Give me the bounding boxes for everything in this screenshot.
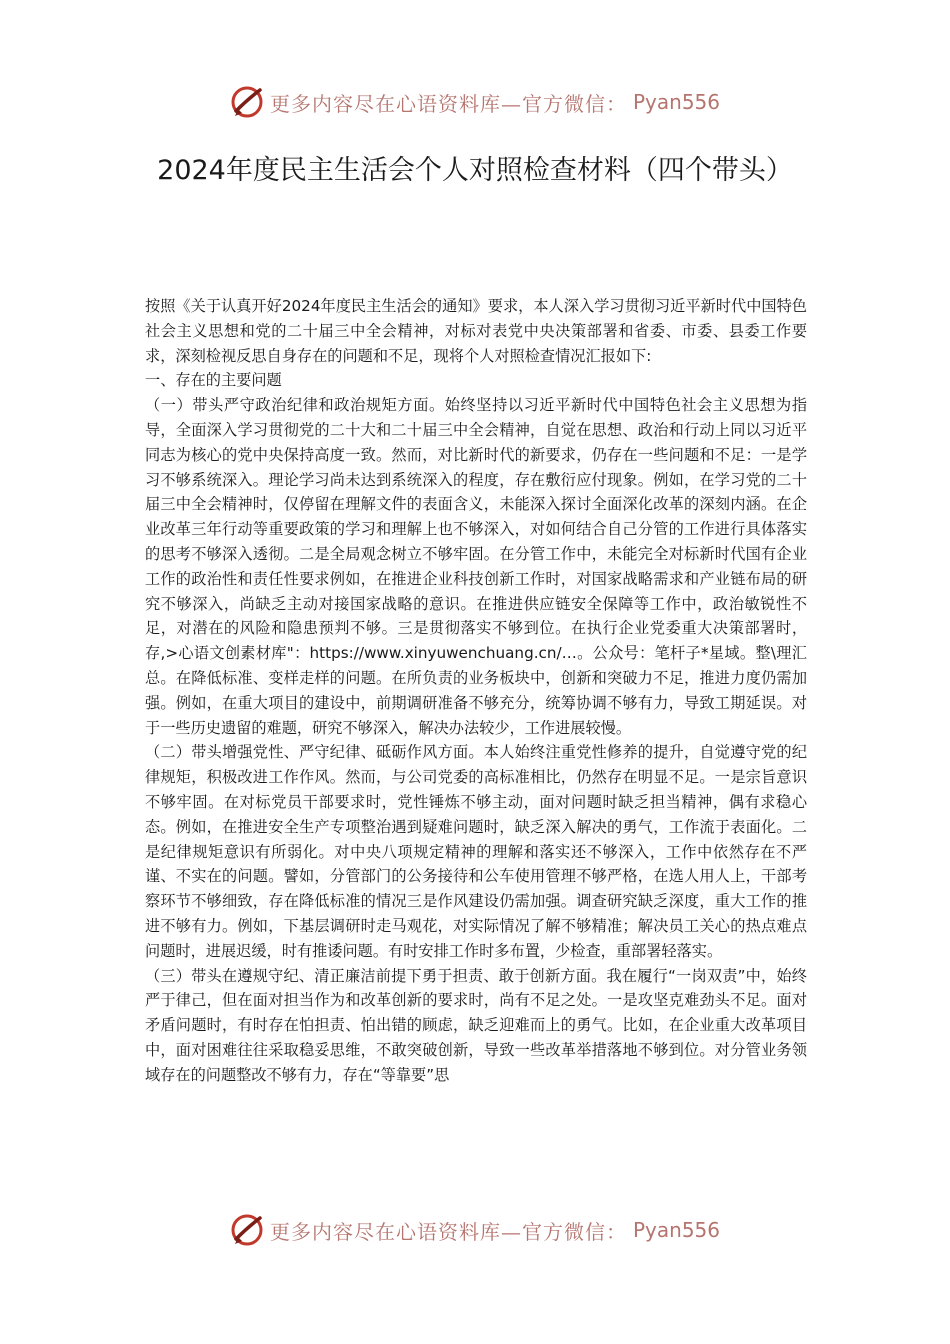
banner-text: 更多内容尽在心语资料库—官方微信： <box>269 91 627 116</box>
paragraph-item-1: （一）带头严守政治纪律和政治规矩方面。始终坚持以习近平新时代中国特色社会主义思想为指导，全面深入学习贯彻党的二十大和二十届三中全会精神，自觉在思想、政治和行动上同以习近平同志为核心的党中央保持高度一致。然而，对比新时代的新要求，仍存在一些问题和不足：一是学习不够系统深入。理论学习尚未达到系统深入的程度，存在敷衍应付现象。例如，在学习党的二十届三中全会精神时，仅停留在理解文件的表面含义，未能深入探讨全面深化改革的深刻内涵。在企业改革三年行动等重要政策的学习和理解上也不够深入，对如何结合自己分管的工作进行具体落实的思考不够深入透彻。二是全局观念树立不够牢固。在分管工作中，未能完全对标新时代国有企业工作的政治性和责任性要求例如，在推进企业科技创新工作时，对国家战略需求和产业链布局的研究不够深入，尚缺乏主动对接国家战略的意识。在推进供应链安全保障等工作中，政治敏锐性不足，对潜在的风险和隐患预判不够。三是贯彻落实不够到位。在执行企业党委重大决策部署时，存,>心语文创素材库"：https://www.xinyuwenchuang.cn/…。公众号：笔杆子*星域。整\理汇总。在降低标准、变样走样的问题。在所负责的业务板块中，创新和突破力不足，推进力度仍需加强。例如，在重大项目的建设中，前期调研准备不够充分，统筹协调不够有力，导致工期延误。对于一些历史遗留的难题，研究不够深入，解决办法较少，工作进展较慢。 <box>145 396 807 737</box>
banner-wechat-id: Pyan556 <box>632 90 720 114</box>
document-title: 2024年度民主生活会个人对照检查材料（四个带头） <box>157 155 793 186</box>
section-heading: 一、存在的主要问题 <box>145 371 282 390</box>
banner-text: 更多内容尽在心语资料库—官方微信： <box>269 1219 627 1244</box>
brush-logo-icon <box>230 1213 264 1247</box>
paragraph-item-3: （三）带头在遵规守纪、清正廉洁前提下勇于担责、敢于创新方面。我在履行“一岗双责”中，始终严于律己，但在面对担当作为和改革创新的要求时，尚有不足之处。一是攻坚克难劲头不足。面对矛盾问题时，有时存在怕担责、怕出错的顾虑，缺乏迎难而上的勇气。比如，在企业重大改革项目中，面对困难往往采取稳妥思维，不敢突破创新，导致一些改革举措落地不够到位。对分管业务领域存在的问题整改不够有力，存在“等靠要”思 <box>145 966 807 1084</box>
document-body <box>145 294 807 1088</box>
header-banner <box>0 82 950 122</box>
paragraph-item-2: （二）带头增强党性、严守纪律、砥砺作风方面。本人始终注重党性修养的提升，自觉遵守党的纪律规矩，积极改进工作作风。然而，与公司党委的高标准相比，仍然存在明显不足。一是宗旨意识不够牢固。在对标党员干部要求时，党性锤炼不够主动，面对问题时缺乏担当精神，偶有求稳心态。例如，在推进安全生产专项整治遇到疑难问题时，缺乏深入解决的勇气，工作流于表面化。二是纪律规矩意识有所弱化。对中央八项规定精神的理解和落实还不够深入，工作中依然存在不严谨、不实在的问题。譬如，分管部门的公务接待和公车使用管理不够严格，在选人用人上，干部考察环节不够细致，存在降低标准的情况三是作风建设仍需加强。调查研究缺乏深度，重大工作的推进不够有力。例如，下基层调研时走马观花，对实际情况了解不够精准；解决员工关心的热点难点问题时，进展迟缓，时有推诿问题。有时安排工作时多布置，少检查，重部署轻落实。 <box>145 743 807 960</box>
footer-banner <box>0 1210 950 1250</box>
brush-logo-icon <box>230 85 264 119</box>
banner-wechat-id: Pyan556 <box>632 1218 720 1242</box>
paragraph-intro: 按照《关于认真开好2024年度民主生活会的通知》要求，本人深入学习贯彻习近平新时代中国特色社会主义思想和党的二十届三中全会精神，对标对表党中央决策部署和省委、市委、县委工作要求，深刻检视反思自身存在的问题和不足，现将个人对照检查情况汇报如下: <box>145 297 807 365</box>
